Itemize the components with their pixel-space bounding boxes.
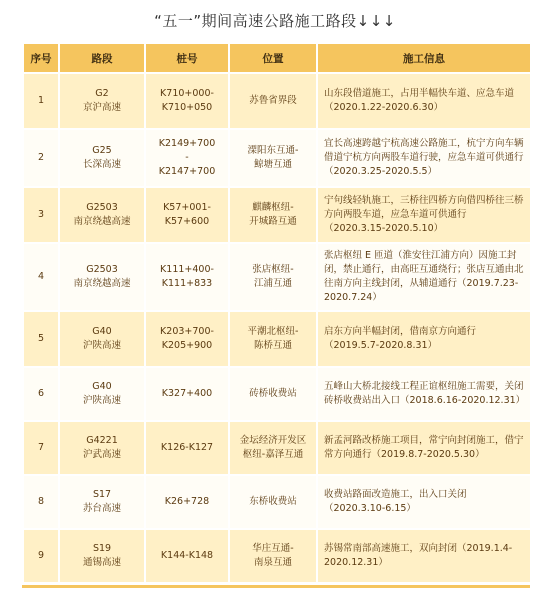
- table-row: [24, 422, 530, 474]
- row-num: 9: [24, 530, 58, 582]
- location-line: 陈桥互通: [253, 340, 292, 351]
- table-row: [24, 244, 530, 310]
- location-line: 东桥收费站: [249, 496, 297, 507]
- row-location: [230, 530, 316, 582]
- header-road: 路段: [60, 44, 144, 72]
- row-num: 8: [24, 476, 58, 528]
- row-num: 2: [24, 130, 58, 186]
- location-line: 麒麟枢纽-: [252, 202, 294, 213]
- location-line: 平潮北枢纽-: [247, 326, 299, 337]
- table-row: [24, 130, 530, 186]
- row-stake: [146, 244, 228, 310]
- header-num: 序号: [24, 44, 58, 72]
- row-num: 1: [24, 74, 58, 128]
- location-line: 金坛经济开发区: [239, 435, 307, 446]
- table-row: [24, 530, 530, 582]
- table-row: [24, 188, 530, 242]
- road-code: G2503: [86, 264, 118, 275]
- row-location: [230, 368, 316, 420]
- row-stake: [146, 74, 228, 128]
- row-info: 新孟河路改桥施工项目，常宁向封闭施工，借宁常方向通行（2019.8.7-2020.5.30）: [318, 422, 530, 474]
- table-row: [24, 476, 530, 528]
- road-name: 南京绕越高速: [73, 278, 131, 289]
- row-stake: [146, 130, 228, 186]
- stake-start: K126-K127: [160, 442, 214, 453]
- location-line: 张店枢纽-: [252, 264, 294, 275]
- road-name: 沪武高速: [82, 449, 121, 460]
- row-num: 3: [24, 188, 58, 242]
- table-row: [24, 74, 530, 128]
- row-info: 收费站路面改造施工，出入口关闭（2020.3.10-6.15）: [318, 476, 530, 528]
- table-row: [24, 368, 530, 420]
- location-line: 鲸塘互通: [253, 159, 292, 170]
- construction-table: [22, 42, 532, 584]
- table-bottom-border: [22, 585, 530, 588]
- page-title: “五一”期间高速公路施工路段↓↓↓: [154, 12, 396, 30]
- row-info: 张店枢纽 E 匝道（淮安往江浦方向）因施工封闭，禁止通行，由高旺互通绕行；张店互通由北往南方向主线封闭，从辅道通行（2019.7.23-2020.7.24）: [318, 244, 530, 310]
- row-num: 6: [24, 368, 58, 420]
- row-location: [230, 188, 316, 242]
- row-info: 启东方向半幅封闭，借南京方向通行（2019.5.7-2020.8.31）: [318, 312, 530, 366]
- location-line: 溧阳东互通-: [247, 145, 299, 156]
- row-road: [60, 188, 144, 242]
- row-location: [230, 74, 316, 128]
- row-location: [230, 476, 316, 528]
- road-code: S17: [92, 489, 112, 500]
- stake-end: K57+600: [164, 216, 210, 227]
- row-stake: [146, 476, 228, 528]
- location-line: 开城路互通: [249, 216, 297, 227]
- stake-start: K2149+700: [158, 138, 216, 149]
- road-name: 沪陕高速: [82, 340, 121, 351]
- row-location: [230, 244, 316, 310]
- row-road: [60, 476, 144, 528]
- table-row: [24, 312, 530, 366]
- header-location: 位置: [230, 44, 316, 72]
- stake-end: K2147+700: [158, 166, 216, 177]
- table-header-row: [24, 44, 530, 72]
- row-road: [60, 530, 144, 582]
- road-code: G2: [95, 88, 109, 99]
- road-code: G4221: [86, 435, 118, 446]
- location-line: 江浦互通: [253, 278, 292, 289]
- road-name: 苏台高速: [82, 503, 121, 514]
- road-name: 沪陕高速: [82, 395, 121, 406]
- stake-start: K710+000-: [160, 88, 214, 99]
- stake-start: K144-K148: [160, 550, 214, 561]
- row-location: [230, 130, 316, 186]
- stake-end: K710+050: [161, 102, 213, 113]
- row-road: [60, 422, 144, 474]
- row-stake: [146, 422, 228, 474]
- stake-start: K203+700-: [160, 326, 214, 337]
- stake-dash: -: [185, 152, 189, 163]
- row-info: 山东段借道施工，占用半幅快车道、应急车道（2020.1.22-2020.6.30）: [318, 74, 530, 128]
- row-road: [60, 74, 144, 128]
- road-code: G2503: [86, 202, 118, 213]
- row-stake: [146, 368, 228, 420]
- road-code: G25: [92, 145, 112, 156]
- row-stake: [146, 188, 228, 242]
- header-info: 施工信息: [318, 44, 530, 72]
- row-location: [230, 422, 316, 474]
- row-info: 五峰山大桥北接线工程正谊枢纽施工需要，关闭砖桥收费站出入口（2018.6.16-2020.12.31）: [318, 368, 530, 420]
- road-code: G40: [92, 381, 112, 392]
- road-name: 京沪高速: [82, 102, 121, 113]
- location-line: 华庄互通-: [252, 543, 294, 554]
- header-stake: 桩号: [146, 44, 228, 72]
- row-location: [230, 312, 316, 366]
- road-code: G40: [92, 326, 112, 337]
- row-road: [60, 312, 144, 366]
- location-line: 南泉互通: [253, 557, 292, 568]
- row-stake: [146, 530, 228, 582]
- row-num: 5: [24, 312, 58, 366]
- row-road: [60, 244, 144, 310]
- row-stake: [146, 312, 228, 366]
- road-code: S19: [92, 543, 112, 554]
- stake-start: K327+400: [161, 388, 213, 399]
- road-name: 通锡高速: [82, 557, 121, 568]
- row-num: 4: [24, 244, 58, 310]
- stake-end: K205+900: [161, 340, 213, 351]
- row-info: 宜长高速跨越宁杭高速公路施工，杭宁方向车辆借道宁杭方向两股车道行驶，应急车道可供通行（2020.3.25-2020.5.5）: [318, 130, 530, 186]
- row-num: 7: [24, 422, 58, 474]
- row-road: [60, 368, 144, 420]
- row-info: 苏锡常南部高速施工，双向封闭（2019.1.4-2020.12.31）: [318, 530, 530, 582]
- stake-start: K57+001-: [163, 202, 211, 213]
- row-info: 宁句线轻轨施工，三桥往四桥方向借四桥往三桥方向两股车道，应急车道可供通行（2020.3.15-2020.5.10）: [318, 188, 530, 242]
- location-line: 苏鲁省界段: [249, 95, 297, 106]
- stake-start: K111+400-: [160, 264, 214, 275]
- location-line: 砖桥收费站: [249, 388, 297, 399]
- stake-start: K26+728: [164, 496, 210, 507]
- row-road: [60, 130, 144, 186]
- road-name: 南京绕越高速: [73, 216, 131, 227]
- stake-end: K111+833: [161, 278, 213, 289]
- location-line: 枢纽-嘉泽互通: [242, 449, 304, 460]
- road-name: 长深高速: [82, 159, 121, 170]
